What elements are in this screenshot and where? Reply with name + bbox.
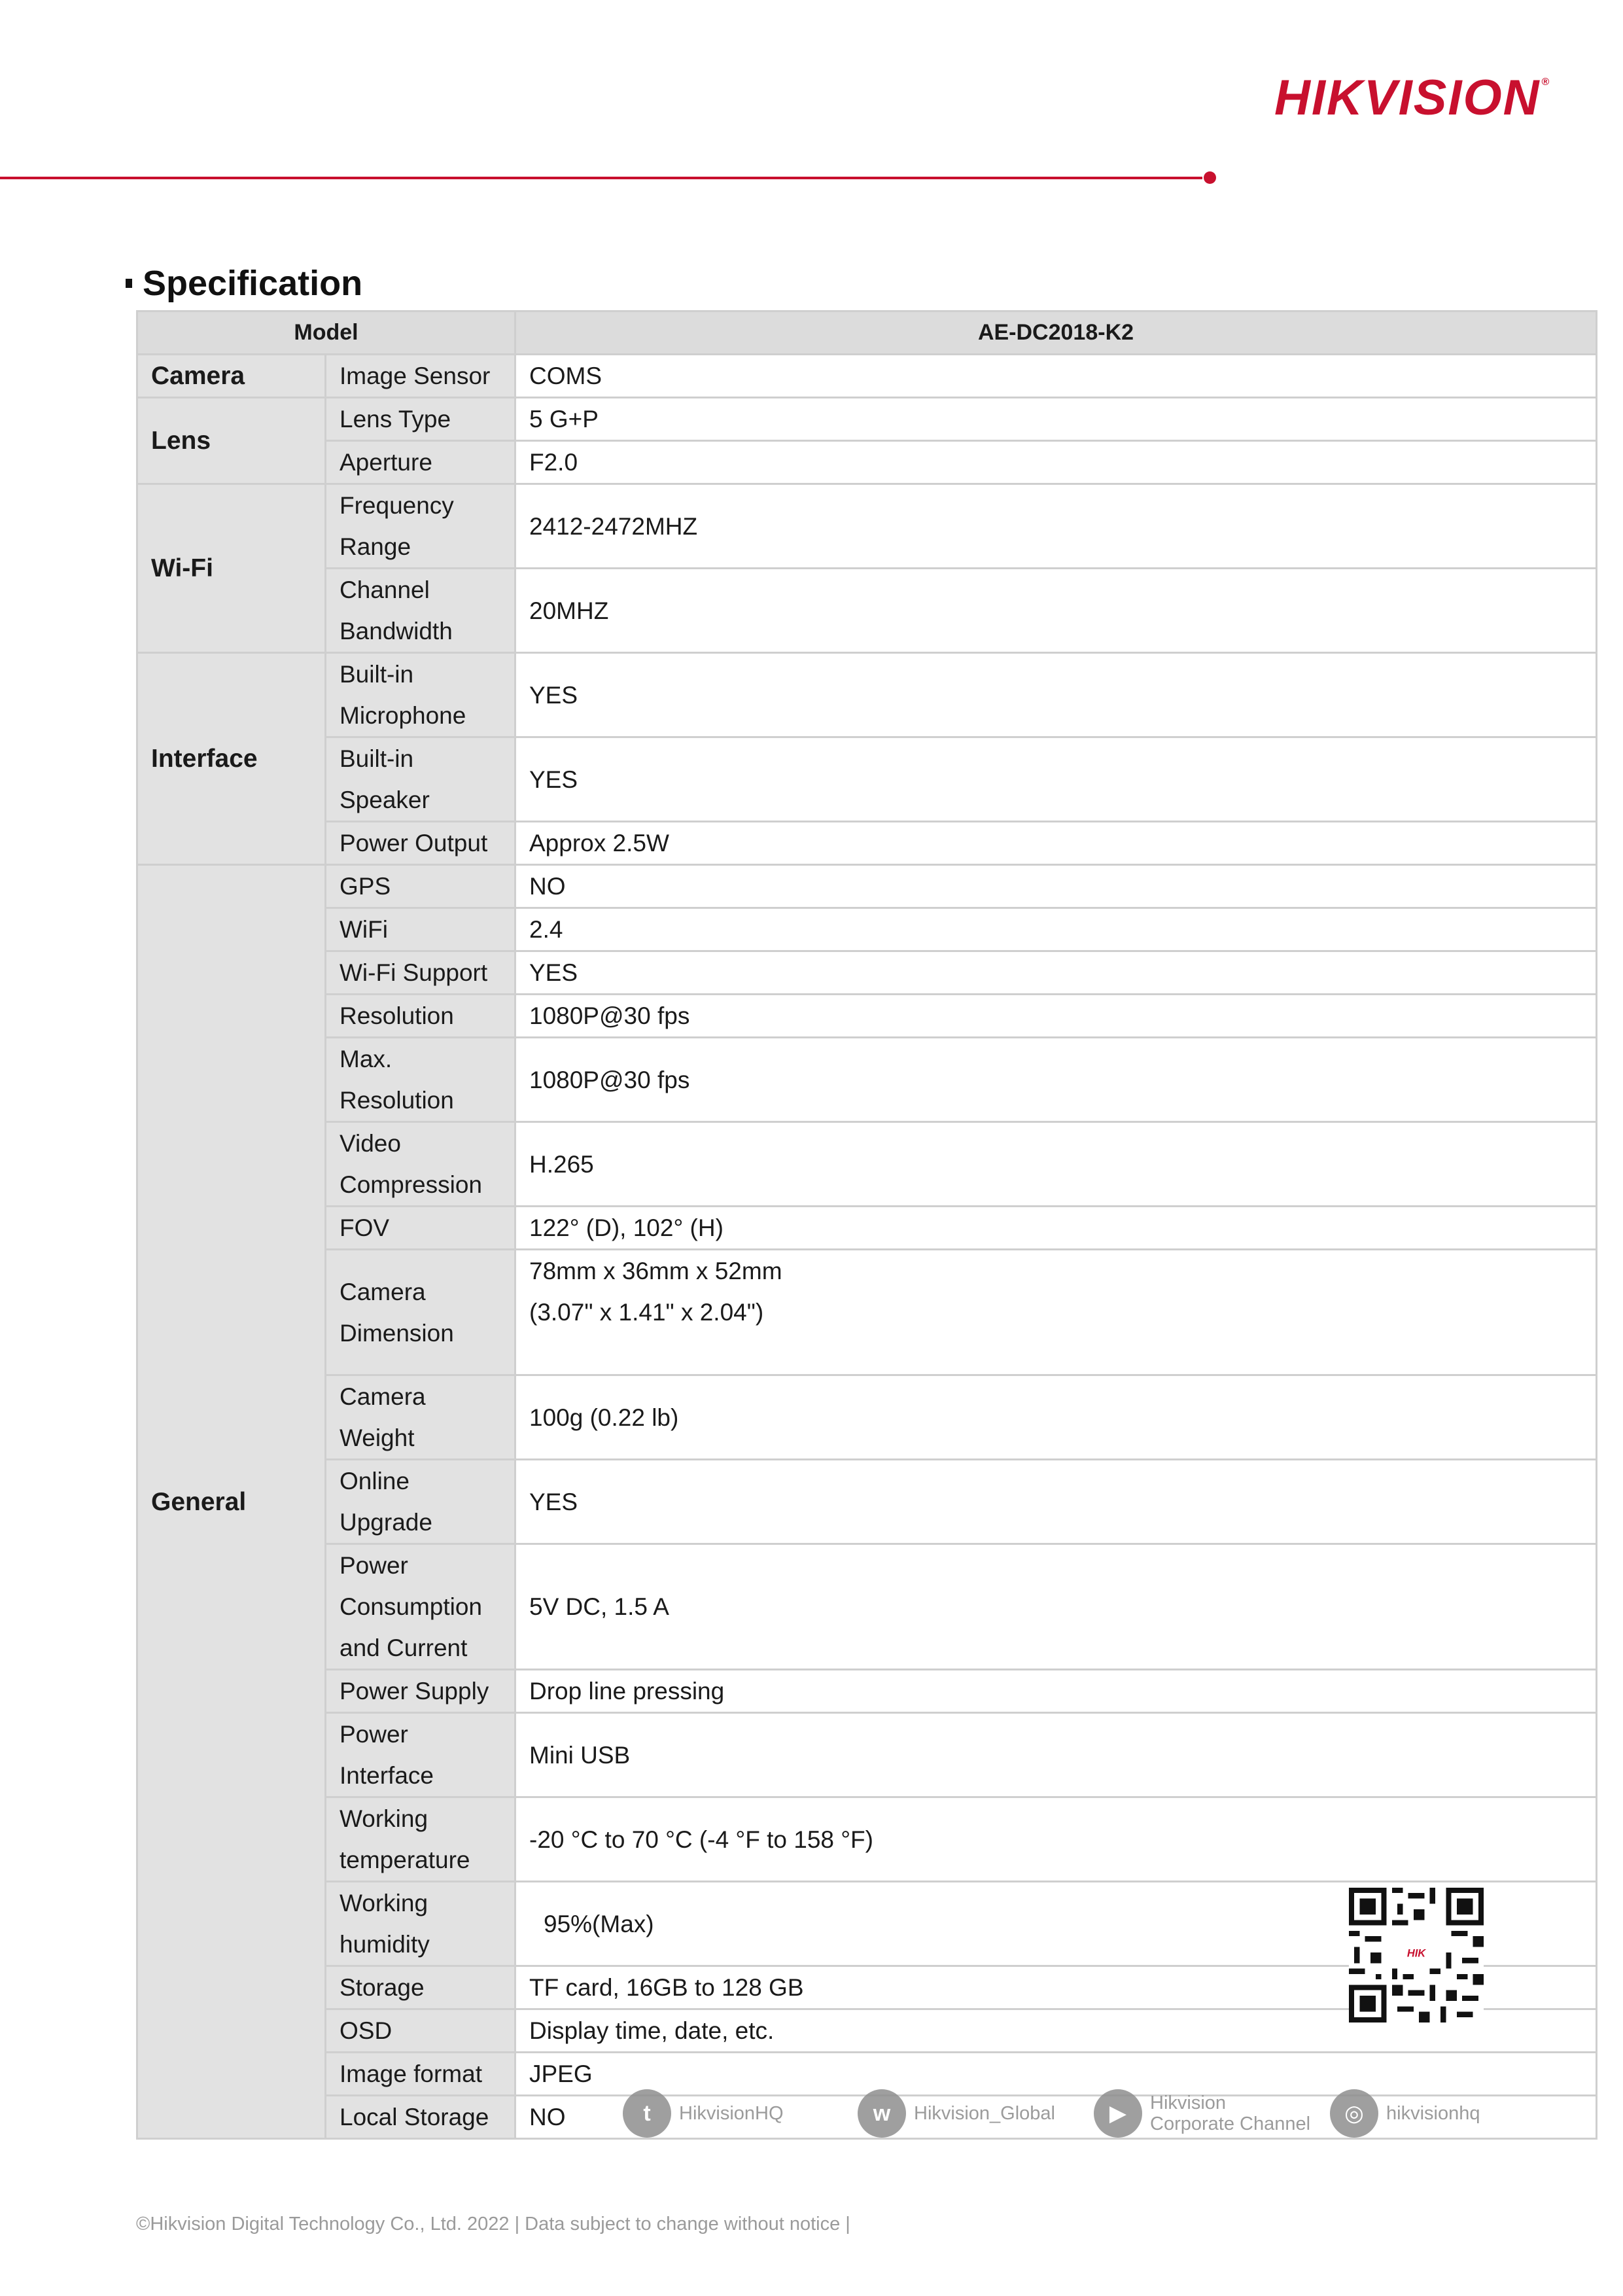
param-label: Built-in Speaker [326, 737, 515, 822]
table-row [137, 1207, 1597, 1250]
twitter-icon: t [623, 2089, 671, 2138]
category-general: General [137, 865, 326, 2139]
param-label: WiFi [326, 908, 515, 951]
param-label: Working humidity [326, 1882, 515, 1966]
dimension-metric: 78mm x 36mm x 52mm [529, 1258, 782, 1284]
logo-text: HIKVISION [1274, 70, 1541, 126]
table-row [137, 1797, 1597, 1882]
param-value: YES [515, 653, 1597, 737]
param-value: Drop line pressing [515, 1670, 1597, 1713]
table-row [137, 1038, 1597, 1122]
param-value: YES [515, 1460, 1597, 1544]
table-row [137, 865, 1597, 908]
table-row [137, 908, 1597, 951]
social-instagram[interactable] [1330, 2087, 1480, 2140]
social-label: hikvisionhq [1386, 2102, 1480, 2124]
param-value: YES [515, 737, 1597, 822]
footer-notice: ©Hikvision Digital Technology Co., Ltd. 2022 | Data subject to change without notice | [136, 2214, 850, 2234]
param-label: Lens Type [326, 398, 515, 441]
table-row [137, 441, 1597, 484]
table-row [137, 398, 1597, 441]
param-value: NO [515, 2096, 1597, 2139]
param-label: Camera Weight [326, 1375, 515, 1460]
param-label: Power Output [326, 822, 515, 865]
category-interface: Interface [137, 653, 326, 865]
param-value: 1080P@30 fps [515, 995, 1597, 1038]
param-label: Working temperature [326, 1797, 515, 1882]
param-label: Aperture [326, 441, 515, 484]
table-row [137, 822, 1597, 865]
table-row [137, 484, 1597, 569]
table-row [137, 1375, 1597, 1460]
param-value: Approx 2.5W [515, 822, 1597, 865]
param-label: Frequency Range [326, 484, 515, 569]
param-label: Power Supply [326, 1670, 515, 1713]
section-title [126, 263, 362, 304]
param-label: Built-in Microphone [326, 653, 515, 737]
header-model: Model [137, 311, 515, 355]
param-label: Video Compression [326, 1122, 515, 1207]
param-value: NO [515, 865, 1597, 908]
qr-code-icon [1349, 1888, 1484, 2022]
param-value: YES [515, 951, 1597, 995]
param-value: 5 G+P [515, 398, 1597, 441]
param-value: H.265 [515, 1122, 1597, 1207]
param-label: FOV [326, 1207, 515, 1250]
hikvision-logo [1274, 70, 1551, 126]
category-lens: Lens [137, 398, 326, 484]
param-label: Local Storage [326, 2096, 515, 2139]
param-value: 20MHZ [515, 569, 1597, 653]
wechat-icon: w [858, 2089, 906, 2138]
param-value: 100g (0.22 lb) [515, 1375, 1597, 1460]
param-label: OSD [326, 2009, 515, 2053]
param-label: Channel Bandwidth [326, 569, 515, 653]
table-row [137, 737, 1597, 822]
param-value: -20 °C to 70 °C (-4 °F to 158 °F) [515, 1797, 1597, 1882]
table-header-row [137, 311, 1597, 355]
param-value [515, 1250, 1597, 1375]
param-value: 2412-2472MHZ [515, 484, 1597, 569]
social-wechat[interactable] [858, 2087, 1055, 2140]
social-twitter[interactable] [623, 2087, 784, 2140]
param-label: Camera Dimension [326, 1250, 515, 1375]
param-value: 5V DC, 1.5 A [515, 1544, 1597, 1670]
table-row [137, 951, 1597, 995]
param-label: Power Interface [326, 1713, 515, 1797]
table-row [137, 1544, 1597, 1670]
param-label: Wi-Fi Support [326, 951, 515, 995]
dimension-imperial: (3.07" x 1.41" x 2.04") [529, 1299, 764, 1326]
table-row [137, 1250, 1597, 1375]
table-row [137, 569, 1597, 653]
social-label: HikvisionHQ [679, 2102, 784, 2124]
header-rule-dot [1204, 171, 1216, 184]
table-row [137, 653, 1597, 737]
bullet-icon [126, 279, 132, 288]
param-value: TF card, 16GB to 128 GB [515, 1966, 1597, 2009]
param-label: Power Consumption and Current [326, 1544, 515, 1670]
param-label: Online Upgrade [326, 1460, 515, 1544]
table-row [137, 1122, 1597, 1207]
table-row [137, 1670, 1597, 1713]
param-value: 2.4 [515, 908, 1597, 951]
table-row [137, 995, 1597, 1038]
svg-text:HIK: HIK [1406, 1947, 1426, 1960]
table-row [137, 355, 1597, 398]
param-value: F2.0 [515, 441, 1597, 484]
param-label: Max. Resolution [326, 1038, 515, 1122]
param-value: COMS [515, 355, 1597, 398]
social-youtube[interactable] [1094, 2087, 1310, 2140]
spec-table [136, 310, 1597, 2140]
param-label: Image Sensor [326, 355, 515, 398]
table-row [137, 1460, 1597, 1544]
table-row [137, 1713, 1597, 1797]
social-label: Hikvision [1150, 2093, 1227, 2113]
param-label: Image format [326, 2053, 515, 2096]
param-value: 1080P@30 fps [515, 1038, 1597, 1122]
param-label: GPS [326, 865, 515, 908]
social-label: Hikvision_Global [914, 2102, 1055, 2124]
header-model-value: AE-DC2018-K2 [515, 311, 1597, 355]
section-title-text: Specification [143, 264, 363, 303]
param-value: 122° (D), 102° (H) [515, 1207, 1597, 1250]
param-value: Mini USB [515, 1713, 1597, 1797]
category-wifi: Wi-Fi [137, 484, 326, 653]
param-value: JPEG [515, 2053, 1597, 2096]
instagram-icon: ◎ [1330, 2089, 1378, 2138]
social-label-secondary: Corporate Channel [1150, 2113, 1311, 2134]
param-value: Display time, date, etc. [515, 2009, 1597, 2053]
category-camera: Camera [137, 355, 326, 398]
param-label: Resolution [326, 995, 515, 1038]
registered-mark: ® [1541, 77, 1551, 88]
param-value: 95%(Max) [515, 1882, 1597, 1966]
param-label: Storage [326, 1966, 515, 2009]
header-rule [0, 177, 1202, 179]
youtube-icon: ▶ [1094, 2089, 1142, 2138]
